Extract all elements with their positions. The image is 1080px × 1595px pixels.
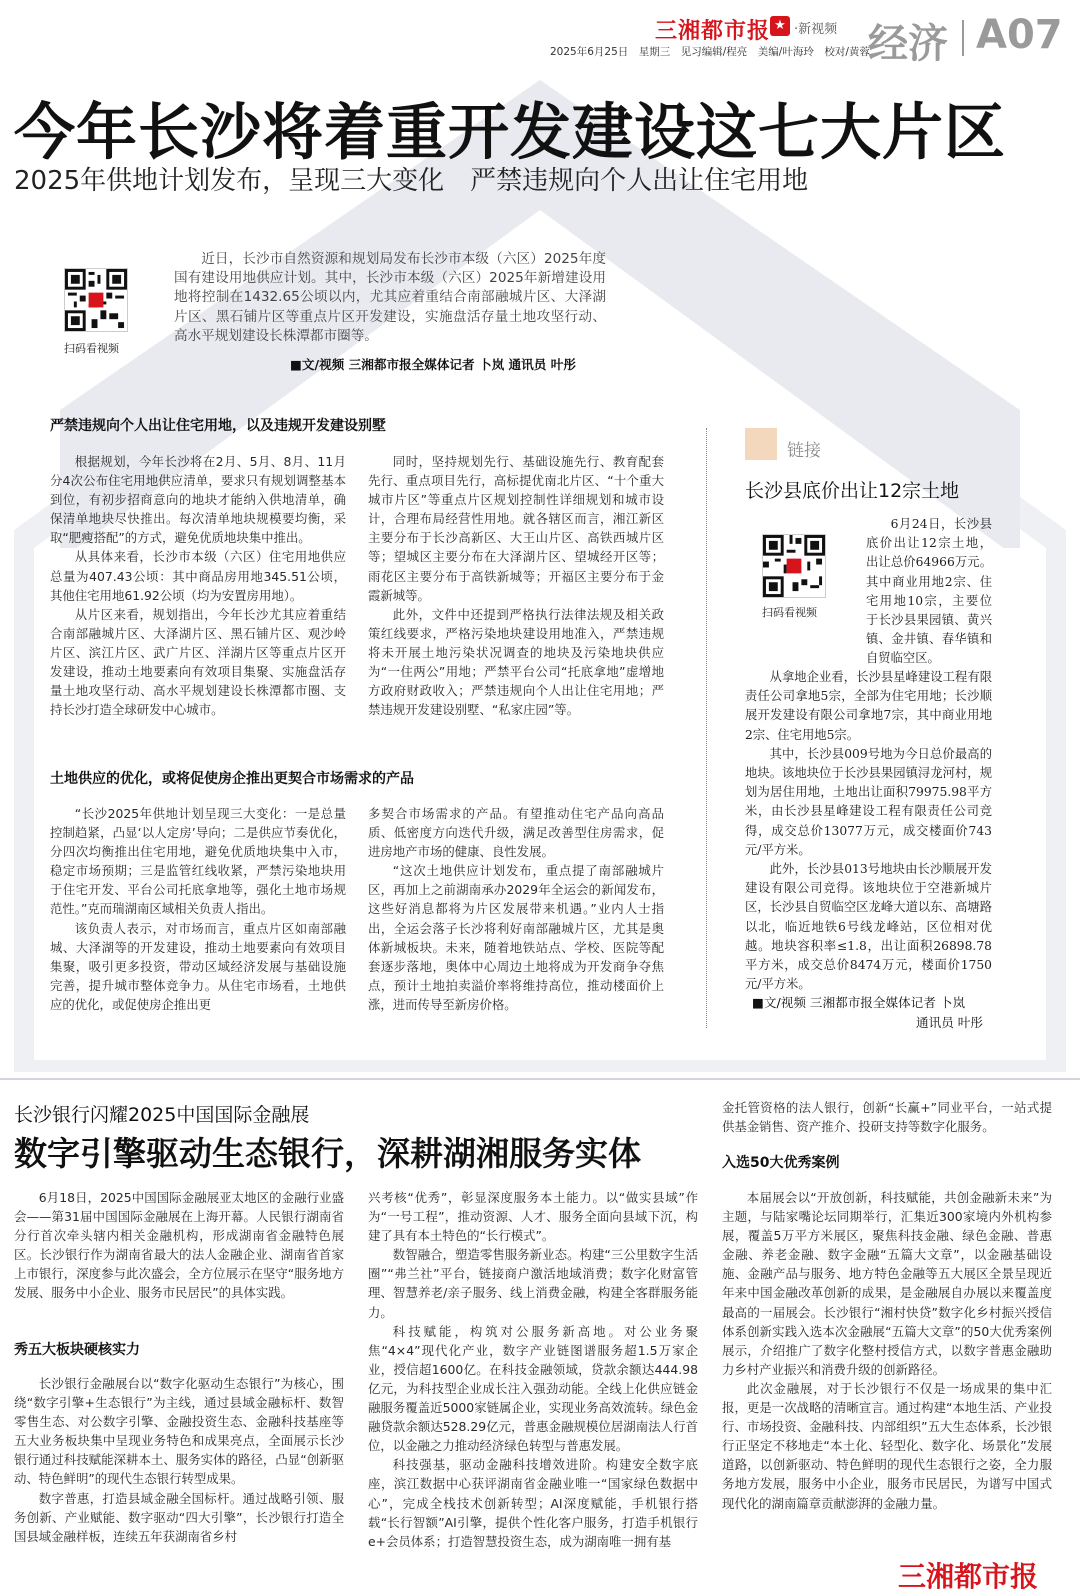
bank-col1-b: 长沙银行金融展台以“数字化驱动生态银行”为核心，围绕“数字引擎+生态银行”为主线，通过县域金融标杆、数智零售生态、对公数字引擎、金融投资生态、金融科技基座等五大业务板块集中呈现业务特色和成果亮点，全面展示长沙银行通过科技赋能深耕本土、服务实体的路径，凸显“创新驱动、特色鲜明”的现代生态银行转型成果。 数字普惠，打造县域金融全国标杆。通过战略引领、服务创新、产业赋能、数字驱动“四大引擎”，长沙银行打造全国县域金融样板，连续五年获湖南省乡村 — [14, 1376, 344, 1544]
section-name: 经济 — [868, 21, 948, 67]
sub-headline: 2025年供地计划发布，呈现三大变化 严禁违规向个人出让住宅用地 — [14, 166, 809, 196]
sidebar-body: 从拿地企业看，长沙县星峰建设工程有限责任公司拿地5宗，全部为住宅用地；长沙顺展开发建设有限公司拿地7宗，其中商业用地2宗、住宅用地5宗。 其中，长沙县009号地为今日总价最高的地块。该地块位于长沙县果园镇浔龙河村，规划为居住用地，土地出让面积79975.98平方米，由长沙县星峰建设工程有限责任公司竞得，成交总价13077万元，成交楼面价743元/平方米。 此外，长沙县013号地块由长沙顺展开发建设有限公司竞得。该地块位于空港新城片区，长沙县自贸临空区龙峰大道以东、高塘路以北，临近地铁6号线龙峰站，区位相对优越。地块容积率≤1.8，出让面积26898.78平方米，成交总价8474万元，楼面价1750元/平方米。 — [745, 670, 992, 992]
qr-caption: 扫码看视频 — [64, 342, 119, 355]
main-headline: 今年长沙将着重开发建设这七大片区 — [14, 97, 1007, 168]
bank-col2: 兴考核“优秀”，彰显深度服务本土能力。以“做实县域”作为“一号工程”，推动资源、人才、服务全面向县域下沉，构建了具有本土特色的“长行模式”。 数智融合，塑造零售服务新业态。构建“三公里数字生活圈”“弗兰社”平台，链接商户激活地域消费；数字化财富管理、智慧养老/亲子服务、线上消费金融，构建全客群服务能力。 科技赋能，构筑对公服务新高地。对公业务聚焦“4×4”现代化产业，数字产业链图谱服务超1.5万家企业，授信超1600亿。在科技金融领域，贷款余额达444.98亿元，为科技型企业成长注入强劲动能。全线上化供应链金融服务覆盖近5000家链属企业，实现业务高效流转。绿色金融贷款余额达528.29亿元，普惠金融规模位居湖南法人行首位，以金融之力推动经济绿色转型与普惠发展。 科技强基，驱动金融科技增效进阶。构建安全数字底座，滨江数据中心获评湖南省金融业唯一“国家绿色数据中心”，完成全栈技术创新转型；AI深度赋能，手机银行搭载“长行智额”AI引擎，提供个性化客户服务，打造手机银行e+会员体系；打造智慧投资生态，成为湖南唯一拥有基 — [368, 1190, 698, 1549]
video-badge-icon: ★ — [770, 16, 790, 36]
bank-section-heading: 秀五大板块硬核实力 — [14, 1342, 140, 1358]
sidebar-label: 链接 — [787, 441, 821, 461]
section-heading-2: 土地供应的优化，或将促使房企推出更契合市场需求的产品 — [50, 771, 414, 787]
qr-code-icon[interactable] — [64, 268, 128, 332]
section-heading-1: 严禁违规向个人出让住宅用地，以及违规开发建设别墅 — [50, 418, 386, 434]
date-editor-line: 2025年6月25日 星期三 见习编辑/程亮 美编/叶海玲 校对/黄蓉 — [550, 46, 870, 58]
masthead-subbrand: ·新视频 — [794, 22, 838, 37]
article-divider — [0, 1078, 1080, 1080]
section1-col2: 同时，坚持规划先行、基础设施先行、教育配套先行、重点项目先行，高标提优南北片区、“十个重大城市片区”等重点片区规划控制性详细规划和城市设计，合理布局经营性用地。就各辖区而言，湘江新区主要分布于长沙高新区、大王山片区、高铁西城片区等；望城区主要分布在大泽湖片区、望城经开区等；雨花区主要分布于高铁新城等；开福区主要分布于金霞新城等。 此外，文件中还提到严格执行法律法规及相关政策红线要求，严格污染地块建设用地准入，严禁违规将未开展土地污染状况调查的地块及污染地块供应为“一住两公”用地；严禁平台公司“托底拿地”虚增地方政府财政收入；严禁违规向个人出让住宅用地；严禁违规开发建设别墅、“私家庄园”等。 — [368, 454, 664, 718]
bank-kicker: 长沙银行闪耀2025中国国际金融展 — [14, 1104, 310, 1126]
qr-pattern — [763, 535, 825, 597]
article-intro: 近日，长沙市自然资源和规划局发布长沙市本级（六区）2025年度国有建设用地供应计划。其中，长沙市本级（六区）2025年新增建设用地将控制在1432.65公顷以内，尤其应着重结合南部融城片区、大泽湖片区、黑石铺片区等重点片区开发建设，实施盘活存量土地攻坚行动、高水平规划建设长株潭都市圈等。 — [174, 251, 606, 344]
bank-col3-top: 金托管资格的法人银行，创新“长赢+”同业平台，一站式提供基金销售、资产推介、投研支持等数字化服务。 — [722, 1100, 1052, 1135]
sidebar-byline: ■文/视频 三湘都市报全媒体记者 卜岚 — [752, 995, 966, 1010]
newspaper-logo: 三湘都市报 — [655, 19, 771, 44]
qr-code-icon[interactable] — [762, 534, 826, 598]
section1-col1: 根据规划，今年长沙将在2月、5月、8月、11月分4次公布住宅用地供应清单，要求只有规划调整基本到位，有初步招商意向的地块才能纳入供地清单，确保清单地块尽快推出。每次清单地块规模要均衡，采取“肥瘦搭配”的方式，避免优质地块集中推出。 从具体来看，长沙市本级（六区）住宅用地供应总量为407.43公顷：其中商品房用地345.51公顷，其他住宅用地61.92公顷（均为安置房用地）。 从片区来看，规划指出，今年长沙尤其应着重结合南部融城片区、大泽湖片区、黑石铺片区、观沙岭片区、滨江片区、武广片区、洋湖片区等重点片区开发建设，推动土地要素向有效项目集聚、实施盘活存量土地攻坚行动、高水平规划建设长株潭都市圈、支持长沙打造全球研发中心城市。 — [50, 454, 346, 718]
page-number: A07 — [976, 12, 1063, 58]
link-tag-icon — [745, 428, 777, 460]
footer-logo: 三湘都市报 — [898, 1560, 1039, 1593]
bank-col1: 6月18日，2025中国国际金融展亚太地区的金融行业盛会——第31届中国国际金融展在上海开幕。人民银行湖南省分行首次牵头辖内相关金融机构，形成湖南省金融特色展区。长沙银行作为湖南省最大的法人金融企业、湖南省首家上市银行，深度参与此次盛会，全方位展示在坚守“服务地方发展、服务中小企业、服务市民居民”的具体实践。 — [14, 1190, 344, 1301]
bank-col3: 本届展会以“开放创新，科技赋能，共创金融新未来”为主题，与陆家嘴论坛同期举行，汇集近300家境内外机构参展，覆盖5万平方米展区，聚焦科技金融、绿色金融、普惠金融、养老金融、数字金融“五篇大文章”，以金融基础设施、金融产品与服务、地方特色金融等五大展区全景呈现近年来中国金融改革创新的成果，是金融展自办展以来覆盖度最高的一届展会。长沙银行“湘村快贷”数字化乡村振兴授信体系创新实践入选本次金融展“五篇大文章”的50大优秀案例展示，介绍推广了数字化整村授信方式，以数字普惠金融助力乡村产业振兴和消费升级的创新路径。 此次金融展，对于长沙银行不仅是一场成果的集中汇报，更是一次战略的清晰宣言。通过构建“本地生活、产业投行、市场投资、金融科技、内部组织”五大生态体系，长沙银行正坚定不移地走“本土化、轻型化、数字化、场景化”发展道路，以创新驱动、特色鲜明的现代生态银行之姿，全力服务地方发展，服务中小企业，服务市民居民，为谱写中国式现代化的湖南篇章贡献澎湃的金融力量。 — [722, 1190, 1052, 1511]
article-byline: ■文/视频 三湘都市报全媒体记者 卜岚 通讯员 叶彤 — [290, 357, 576, 372]
qr-pattern — [65, 269, 127, 331]
sidebar-divider — [706, 428, 707, 1028]
sidebar-lead: 6月24日，长沙县底价出让12宗土地，出让总价64966万元。其中商业用地2宗、住宅用地10宗，主要位于长沙县果园镇、黄兴镇、金井镇、春华镇和自贸临空区。 — [866, 517, 992, 666]
bank-section-heading-2: 入选50大优秀案例 — [722, 1155, 840, 1171]
qr-caption: 扫码看视频 — [762, 606, 817, 619]
sidebar-byline-2: 通讯员 叶彤 — [916, 1015, 983, 1030]
section2-col1: “长沙2025年供地计划呈现三大变化：一是总量控制趋紧，凸显‘以人定房’导向；二是供应节奏优化，分四次均衡推出住宅用地，避免优质地块集中入市，稳定市场预期；三是监管红线收紧，严禁污染地块用于住宅开发、平台公司托底拿地等，强化土地市场规范性。”克而瑞湖南区域相关负责人指出。 该负责人表示，对市场而言，重点片区如南部融城、大泽湖等的开发建设，推动土地要素向有效项目集聚，吸引更多投资，带动区域经济发展与基础设施完善，提升城市整体竞争力。从住宅市场看，土地供应的优化，或促使房企推出更 — [50, 806, 346, 1012]
bank-headline: 数字引擎驱动生态银行，深耕湖湘服务实体 — [14, 1134, 641, 1173]
section2-col2: 多契合市场需求的产品。有望推动住宅产品向高品质、低密度方向迭代升级，满足改善型住房需求，促进房地产市场的健康、良性发展。 “这次土地供应计划发布，重点提了南部融城片区，再加上之前湖南承办2029年全运会的新闻发布，这些好消息都将为片区发展带来机遇。”业内人士指出，全运会落子长沙将利好南部融城片区，尤其是奥体新城板块。未来，随着地铁站点、学校、医院等配套逐步落地，奥体中心周边土地将成为开发商争夺焦点，预计土地拍卖溢价率将维持高位，推动楼面价上涨，进而传导至新房价格。 — [368, 806, 664, 1012]
sidebar-title: 长沙县底价出让12宗土地 — [745, 480, 960, 502]
divider — [962, 20, 964, 56]
